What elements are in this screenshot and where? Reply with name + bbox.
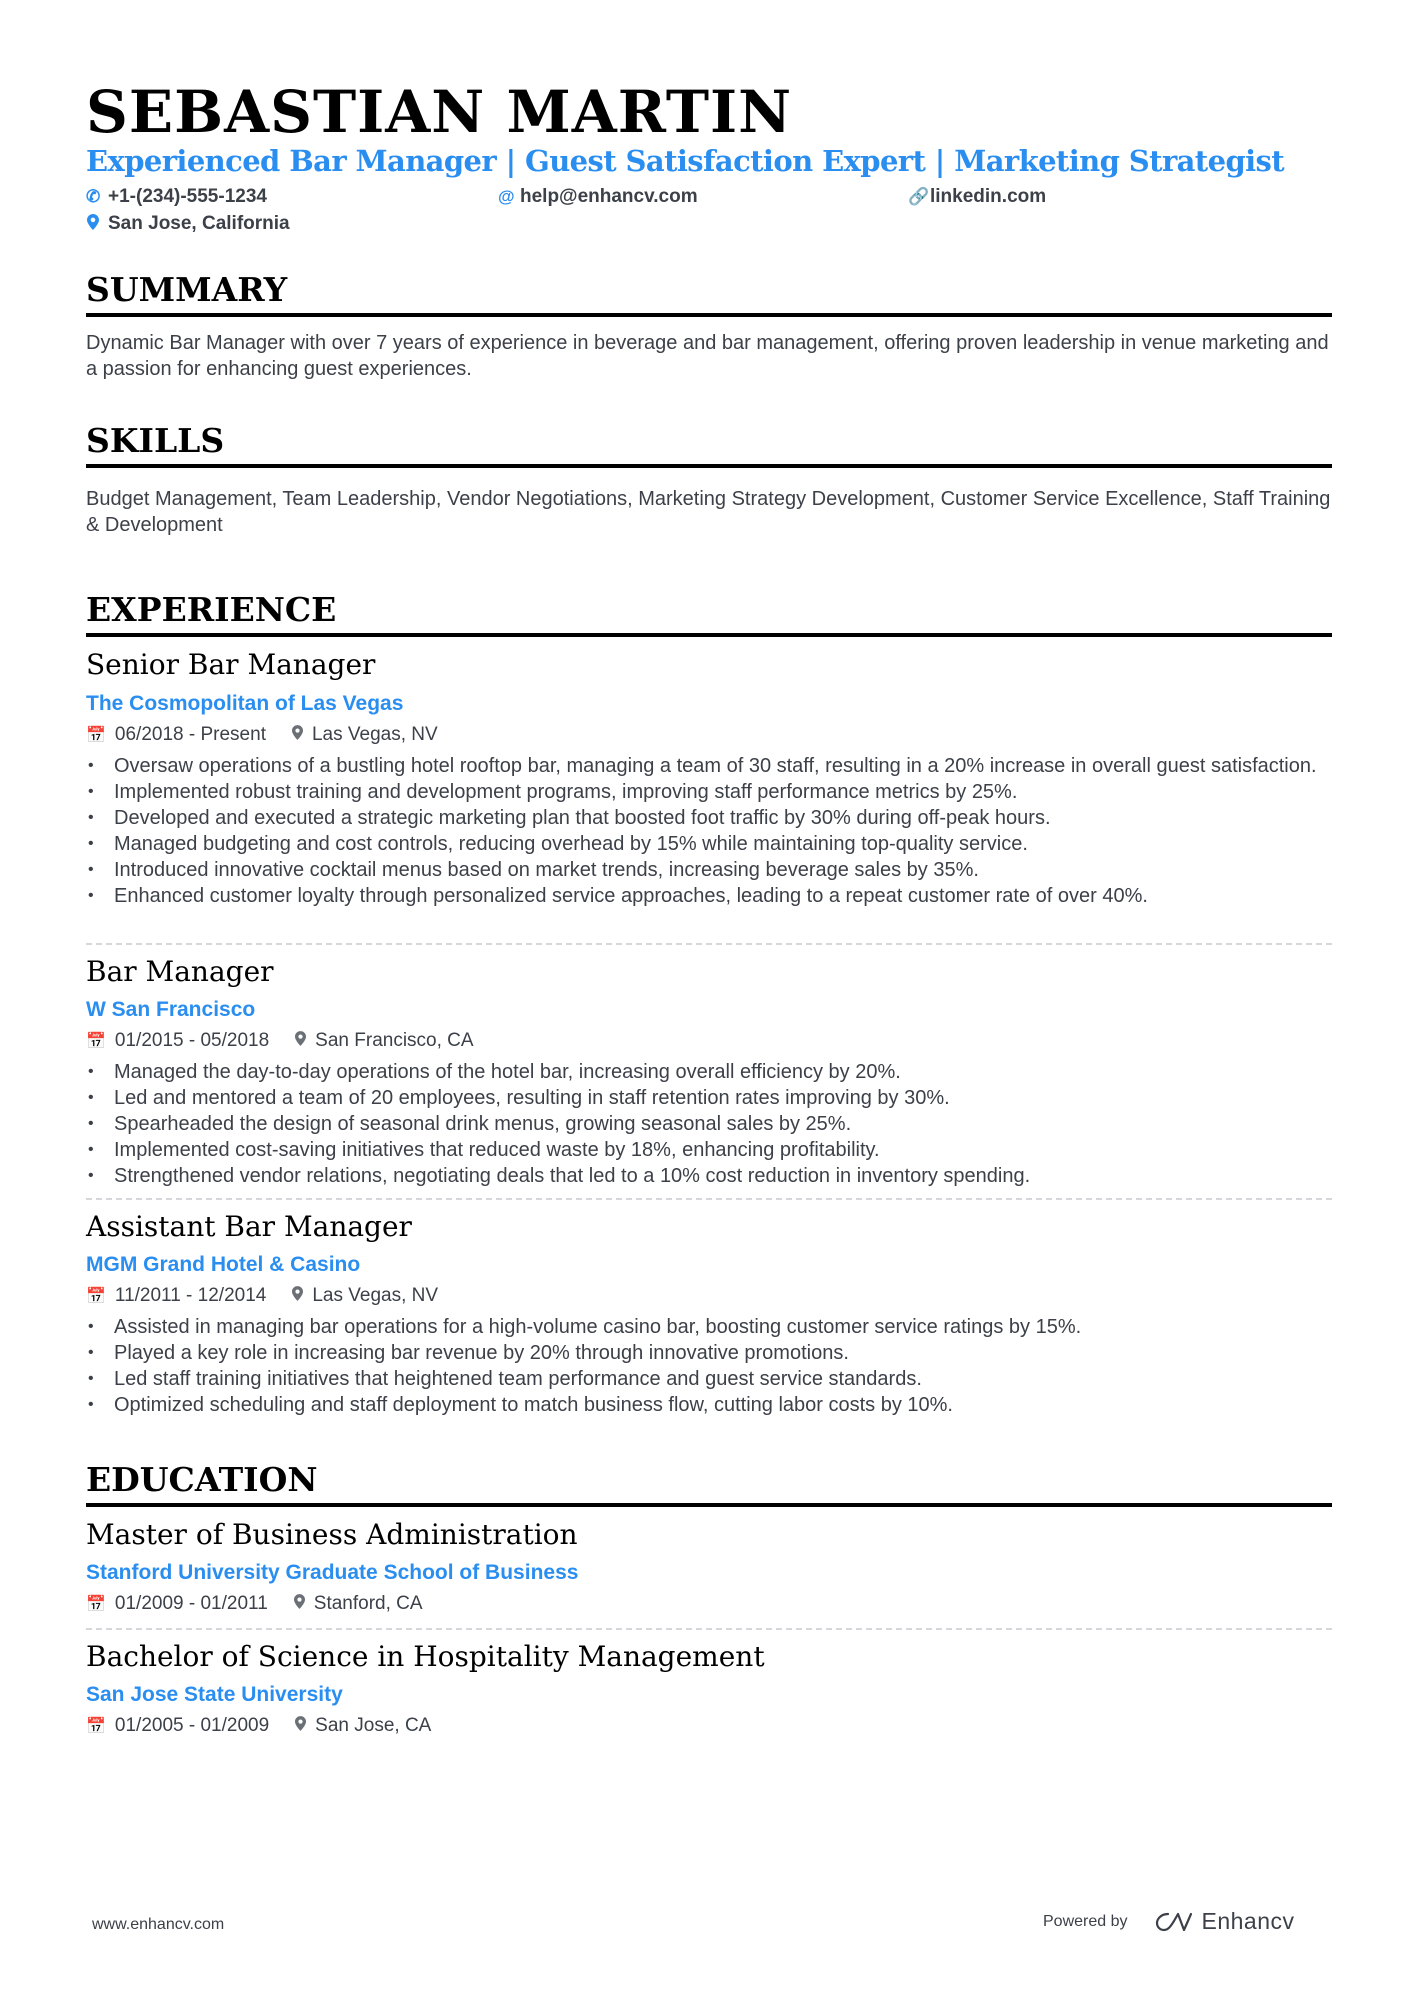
job-title: Senior Bar Manager [86, 648, 376, 681]
job-bullets [86, 753, 1332, 909]
linkedin-text[interactable]: linkedin.com [930, 186, 1047, 207]
section-heading-experience: EXPERIENCE [86, 590, 337, 629]
footer-website[interactable]: www.enhancv.com [92, 1916, 225, 1933]
bullet-item: • Strengthened vendor relations, negotiating deals that led to a 10% cost reduction in inventory spending. [86, 1163, 1332, 1189]
location-pin-icon [292, 725, 303, 745]
contact-phone [86, 186, 267, 208]
section-heading-education: EDUCATION [86, 1460, 318, 1499]
job-meta [86, 1030, 474, 1052]
calendar-icon: 📅 [86, 727, 106, 744]
bullet-item: • Spearheaded the design of seasonal drink menus, growing seasonal sales by 25%. [86, 1111, 1332, 1137]
link-icon: 🔗 [908, 187, 930, 206]
education-location: Stanford, CA [313, 1593, 423, 1614]
bullet-item: • Managed the day-to-day operations of the hotel bar, increasing overall efficiency by 20%. [86, 1059, 1332, 1085]
section-rule [86, 1503, 1332, 1507]
job-location: Las Vegas, NV [312, 1285, 439, 1306]
job-location: San Francisco, CA [315, 1030, 474, 1051]
school-name: Stanford University Graduate School of Business [86, 1561, 579, 1584]
bullet-item: • Assisted in managing bar operations for a high-volume casino bar, boosting customer service ratings by 15%. [86, 1314, 1332, 1340]
enhancv-logo-icon [1154, 1910, 1194, 1934]
education-meta [86, 1715, 431, 1737]
job-meta [86, 1285, 438, 1307]
section-rule [86, 313, 1332, 317]
calendar-icon: 📅 [86, 1718, 106, 1735]
location-pin-icon [86, 214, 100, 235]
skills-text: Budget Management, Team Leadership, Vendor Negotiations, Marketing Strategy Development, Customer Service Excellence, Staff Training & Development [86, 488, 1331, 536]
enhancv-brand: Enhancv [1201, 1908, 1295, 1934]
calendar-icon: 📅 [86, 1288, 106, 1305]
powered-by-label: Powered by [1043, 1912, 1128, 1930]
footer-powered-by [1043, 1908, 1295, 1935]
phone-text: +1-(234)-555-1234 [108, 186, 267, 207]
education-meta [86, 1593, 423, 1615]
location-pin-icon [295, 1031, 306, 1051]
degree-title: Bachelor of Science in Hospitality Management [86, 1640, 765, 1673]
job-divider [86, 943, 1332, 945]
job-divider [86, 1198, 1332, 1200]
contact-linkedin[interactable] [908, 186, 1046, 208]
bullet-item: • Led staff training initiatives that heightened team performance and guest service standards. [86, 1366, 1332, 1392]
bullet-item: • Enhanced customer loyalty through personalized service approaches, leading to a repeat customer rate of over 40%. [86, 883, 1332, 909]
education-location: San Jose, CA [315, 1715, 432, 1736]
bullet-item: • Oversaw operations of a bustling hotel rooftop bar, managing a team of 30 staff, resulting in a 20% increase in overall guest satisfaction. [86, 753, 1332, 779]
location-text: San Jose, California [108, 213, 290, 234]
company-name: W San Francisco [86, 998, 256, 1021]
company-name: MGM Grand Hotel & Casino [86, 1253, 361, 1276]
degree-title: Master of Business Administration [86, 1518, 578, 1551]
location-pin-icon [295, 1716, 306, 1736]
section-rule [86, 464, 1332, 468]
location-pin-icon [294, 1594, 305, 1614]
job-title: Bar Manager [86, 955, 274, 988]
education-divider [86, 1628, 1332, 1630]
contact-location [86, 213, 290, 235]
bullet-item: • Implemented robust training and development programs, improving staff performance metrics by 25%. [86, 779, 1332, 805]
bullet-item: • Developed and executed a strategic marketing plan that boosted foot traffic by 30% during off-peak hours. [86, 805, 1332, 831]
company-name: The Cosmopolitan of Las Vegas [86, 692, 404, 715]
email-text[interactable]: help@enhancv.com [520, 186, 698, 207]
candidate-tagline: Experienced Bar Manager | Guest Satisfaction Expert | Marketing Strategist [86, 144, 1285, 178]
bullet-item: • Managed budgeting and cost controls, reducing overhead by 15% while maintaining top-quality service. [86, 831, 1332, 857]
job-title: Assistant Bar Manager [86, 1210, 412, 1243]
bullet-item: • Introduced innovative cocktail menus based on market trends, increasing beverage sales by 35%. [86, 857, 1332, 883]
bullet-item: • Optimized scheduling and staff deployment to match business flow, cutting labor costs by 10%. [86, 1392, 1332, 1418]
location-pin-icon [292, 1286, 303, 1306]
bullet-item: • Led and mentored a team of 20 employees, resulting in staff retention rates improving by 30%. [86, 1085, 1332, 1111]
job-bullets [86, 1059, 1332, 1189]
phone-icon: ✆ [86, 187, 101, 206]
education-dates: 01/2009 - 01/2011 [114, 1593, 268, 1614]
job-location: Las Vegas, NV [311, 724, 438, 745]
job-dates: 11/2011 - 12/2014 [114, 1285, 267, 1306]
section-heading-skills: SKILLS [86, 421, 225, 460]
summary-text: Dynamic Bar Manager with over 7 years of experience in beverage and bar management, offering proven leadership in venue marketing and a passion for enhancing guest experiences. [86, 332, 1329, 380]
job-meta [86, 724, 438, 746]
calendar-icon: 📅 [86, 1033, 106, 1050]
school-name: San Jose State University [86, 1683, 343, 1706]
candidate-name: SEBASTIAN MARTIN [86, 78, 793, 146]
section-rule [86, 633, 1332, 637]
section-heading-summary: SUMMARY [86, 270, 288, 309]
at-icon: @ [498, 187, 515, 206]
job-dates: 06/2018 - Present [114, 724, 266, 745]
education-dates: 01/2005 - 01/2009 [114, 1715, 270, 1736]
bullet-item: • Played a key role in increasing bar revenue by 20% through innovative promotions. [86, 1340, 1332, 1366]
bullet-item: • Implemented cost-saving initiatives that reduced waste by 18%, enhancing profitability. [86, 1137, 1332, 1163]
job-bullets [86, 1314, 1332, 1418]
contact-email[interactable] [498, 186, 698, 208]
calendar-icon: 📅 [86, 1596, 106, 1613]
enhancv-logo[interactable] [1154, 1908, 1295, 1935]
job-dates: 01/2015 - 05/2018 [114, 1030, 270, 1051]
